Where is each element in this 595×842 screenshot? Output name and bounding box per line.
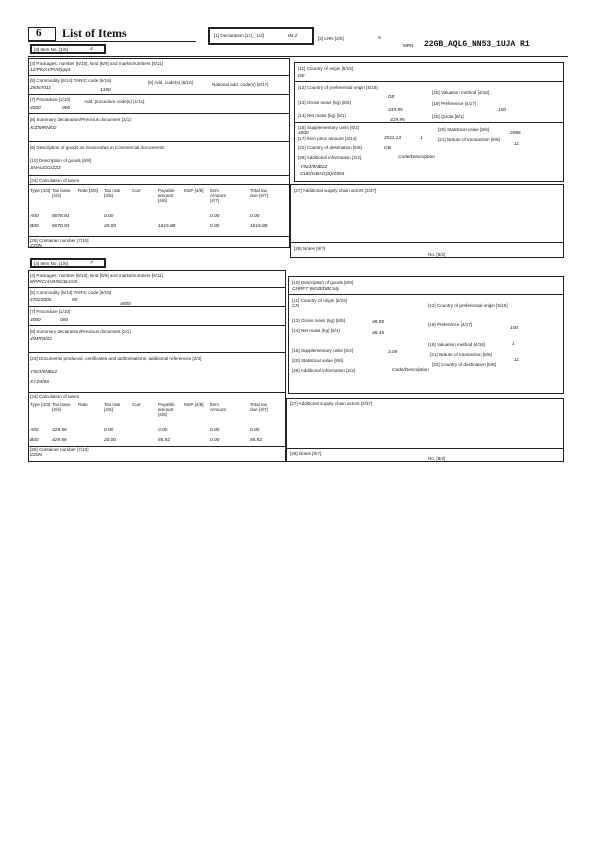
item2-docs-value2: XYZ0/9S: [30, 380, 50, 385]
item1-commodity-extra: 1350: [100, 88, 111, 93]
item1-pref-value: DE: [388, 95, 395, 100]
item1-notes-value: No. [8/2]: [428, 252, 446, 257]
item2-addl-info-value: Code/Description: [392, 368, 429, 373]
item2-left-panel: [28, 270, 286, 462]
item2-calc-header: Tax rate [4/5]: [104, 402, 121, 412]
item1-calc-header: Payable amount [4/6]: [158, 188, 175, 203]
item2-container-label: [25] Container number [7/10]: [30, 447, 89, 452]
item1-commodity-label: [5] Commodity [6/14] TARIC code [6/15]: [30, 78, 112, 83]
item2-procedure-value: 4000: [30, 318, 41, 323]
item2-calc-cell: 0.00: [250, 428, 260, 433]
item1-addl-codes-label: [6] Add. code(s) [6/16]: [148, 80, 193, 85]
item2-country-origin-value: CN: [292, 304, 299, 309]
page-number-box: [28, 27, 56, 41]
item1-procedure-value: 4000: [30, 106, 41, 111]
item1-calc-cell: 8078.93: [52, 224, 70, 229]
item2-addl-supply-label: [27] Additional supply chain actors [3/37]: [290, 401, 373, 406]
item-no-value-2: 7: [90, 261, 93, 266]
lrn-value: 5: [378, 36, 381, 41]
item1-country-dest-label: [22] Country of destination [5/8]: [298, 145, 362, 150]
divider: [288, 294, 564, 295]
item1-calc-header: Type [4/3]: [30, 188, 51, 193]
item2-packages-label: [4] Packages: number [6/10], kind [6/9] and marks/numbers [6/11]: [30, 273, 163, 278]
divider: [28, 287, 286, 288]
item2-calc-cell: A00: [30, 428, 39, 433]
item2-commodity-extra: 90: [72, 298, 78, 303]
item2-vat-label: [21] Nature of transaction [8/5]: [430, 352, 492, 357]
item2-preference-label: [19] Preference [4/17]: [428, 322, 473, 327]
item1-addl-info-value: Code/Description: [398, 155, 435, 160]
item-no-value-1: 4: [90, 47, 93, 52]
item1-calc-cell: B00: [30, 224, 39, 229]
item2-calc-label: [24] Calculation of taxes: [30, 394, 80, 399]
item1-invoice-label: [9] Description of goods as invoiced/as in Commercial documents/: [30, 145, 165, 150]
item1-supply-panel: [290, 184, 564, 258]
item2-summary-value: Z/MRN/02: [30, 337, 52, 342]
divider: [28, 392, 286, 393]
item2-calc-cell: 0.00: [158, 428, 168, 433]
item1-calc-header: Total tax due [4/7]: [250, 188, 268, 198]
item2-calc-header: Type [4/3]: [30, 402, 51, 407]
item2-commodity-value: 67023000: [30, 298, 52, 303]
item1-calc-header: Rate [4/5]: [78, 188, 98, 193]
item1-addl-procedure-label: Add. procedure code(s) [1/11]: [84, 99, 145, 104]
declaration-label: [1] Declaration [1/1_ 1/2]: [214, 33, 265, 38]
item1-invoice-amount-value: 2011.13: [384, 136, 401, 141]
item1-pref-label: [12] Country of preferential origin [5/16]: [298, 85, 378, 90]
divider: [28, 184, 290, 185]
item1-addl-supply-label: [27] Additional supply chain actors [3/37]: [294, 188, 377, 193]
item2-pref-label: [12] Country of preferential origin [5/16]: [428, 303, 508, 308]
item1-country-origin-value: DE: [298, 74, 305, 79]
item1-commodity-value: 25067011: [30, 86, 51, 91]
item1-country-dest-value: GB: [384, 146, 391, 151]
item1-calc-cell: 0.00: [104, 214, 114, 219]
item2-calc-cell: B00: [30, 438, 39, 443]
item1-supp-units-value: 4000: [298, 131, 309, 136]
item2-valuation-value: 1: [512, 342, 515, 347]
item1-calc-header: MoP [4/8]: [184, 188, 204, 193]
item1-valuation-value: 1: [420, 136, 423, 141]
item1-net-label: [14] Net mass (kg) [6/1]: [298, 113, 346, 118]
item2-commodity-extra2: 4000: [120, 302, 131, 307]
divider: [28, 325, 286, 326]
item2-summary-label: [8] Summary declaration/Previous document [2/1]: [30, 329, 131, 334]
item2-docs-value: Y923/9NB22: [30, 370, 58, 375]
item1-procedure-value2: 000: [62, 106, 71, 111]
item2-gross-label: [13] Gross mass (kg) [6/5]: [292, 318, 345, 323]
divider: [28, 141, 290, 142]
item2-calc-cell: 429.58: [52, 428, 67, 433]
item1-calc-header: Tax rate [4/5]: [104, 188, 121, 198]
item2-preference-value: 100: [510, 326, 519, 331]
item2-stat-value-label: [20] Statistical value [8/6]: [292, 358, 344, 363]
item2-procedure-value2: 000: [60, 318, 69, 323]
item2-procedure-label: [7] Procedure [1/10]: [30, 309, 71, 314]
item2-calc-header: Tax base [4/4]: [52, 402, 71, 412]
item1-calc-cell: 1615.88: [158, 224, 176, 229]
divider: [28, 175, 290, 176]
item1-gross-value: 439.95: [388, 108, 403, 113]
divider: [28, 352, 286, 353]
item1-description-value: SNAUGG/ZZZ: [30, 166, 61, 171]
item2-packages-value: 8/PP/CHARINGBAGS: [30, 280, 78, 285]
item2-commodity-label: [5] Commodity [6/14] TARIC code [6/15]: [30, 290, 112, 295]
item1-packages-value: 12/PK/AVPVd/pppt: [30, 68, 71, 73]
item2-calc-cell: 0.00: [210, 428, 220, 433]
item1-calc-cell: 1615.88: [250, 224, 268, 229]
item1-summary-label: [8] Summary declaration/Previous document [2/1]: [30, 117, 131, 122]
item2-notes-value: No. [8/2]: [428, 456, 446, 461]
item2-supply-panel: [286, 398, 564, 462]
item2-calc-header: Rate: [78, 402, 88, 407]
item2-addl-info-label: [26] Additional information [2/2]: [292, 368, 356, 373]
item2-calc-cell: 0.00: [104, 428, 114, 433]
divider: [294, 122, 564, 123]
item2-calc-cell: 429.58: [52, 438, 67, 443]
item2-calc-cell: 85.92: [250, 438, 263, 443]
item2-calc-header: Curr: [132, 402, 141, 407]
item2-description-value: CHRFT INGB/DBCoty: [292, 287, 340, 292]
item1-stat-value-label: [20] Statistical value [8/6]: [438, 127, 490, 132]
item2-calc-header: Total tax due [4/7]: [250, 402, 268, 412]
item2-notes-label: [28] Notes [8/?]: [290, 451, 322, 456]
mrn-label: MRN: [403, 43, 414, 48]
divider: [28, 75, 290, 76]
item1-procedure-label: [7] Procedure [1/10]: [30, 97, 71, 102]
item1-notes-label: [28] Notes [8/?]: [294, 246, 326, 251]
header-rule: [28, 56, 568, 57]
item2-container-value: ZZ0N: [30, 453, 42, 458]
item1-summary-value: X/Z/MRN/02: [30, 126, 57, 131]
item2-docs-label: [23] Documents produced, certificates and authorisations, additional references [2/3]: [30, 356, 202, 361]
divider: [28, 113, 290, 114]
item1-docs-value2: CUD/GBAG(S)/Z593: [300, 172, 345, 177]
item2-calc-cell: 0.00: [210, 438, 220, 443]
item2-supp-units-label: [16] Supplementary units [6/2]: [292, 348, 354, 353]
item1-calc-label: [24] Calculation of taxes: [30, 178, 80, 183]
item1-gross-label: [13] Gross mass (kg) [6/5]: [298, 100, 351, 105]
item2-country-dest-label: [22] Country of destination [5/8]: [432, 362, 496, 367]
item2-calc-cell: 85.92: [158, 438, 171, 443]
item1-stat-value-value: 2086: [510, 131, 521, 136]
divider: [28, 306, 286, 307]
title-underline: [28, 41, 196, 42]
item1-supp-units-label: [16] Supplementary units [6/2]: [298, 125, 360, 130]
item1-net-value: 429.95: [390, 118, 405, 123]
divider: [290, 242, 564, 243]
item2-calc-header: Payable amount [4/6]: [158, 402, 175, 417]
item1-natl-addl-label: National add. code(s) [6/17]: [212, 82, 269, 87]
divider: [28, 94, 290, 95]
item2-description-label: [10] Description of goods [6/8]: [292, 280, 354, 285]
item2-vat-value: 11: [514, 358, 519, 363]
item1-calc-cell: 0.00: [250, 214, 260, 219]
declaration-value: IM Z: [288, 34, 298, 39]
divider: [286, 448, 564, 449]
item1-preference-value: 100: [498, 108, 507, 113]
divider: [294, 81, 564, 82]
item1-calc-cell: 20.00: [104, 224, 117, 229]
item1-calc-cell: 0.00: [210, 224, 220, 229]
mrn-value: 22GB_AQLG_NN53_1UJA R1: [424, 40, 530, 49]
item2-net-value: 48.45: [372, 331, 385, 336]
item1-container-value: ZZ0N: [30, 244, 42, 249]
item1-vat-label: [21] Nature of transaction [8/5]: [438, 137, 500, 142]
item1-calc-cell: 0.00: [210, 214, 220, 219]
item2-gross-value: 48.95: [372, 320, 385, 325]
item1-calc-cell: A00: [30, 214, 39, 219]
item1-container-label: [25] Container number [7/10]: [30, 238, 89, 243]
lrn-label: [2] LRN [2/5]: [318, 36, 344, 41]
item1-calc-header: Item Amount [4/7]: [210, 188, 226, 203]
item2-calc-header: MoP [4/8]: [184, 402, 204, 407]
item2-calc-cell: 20.00: [104, 438, 117, 443]
item1-docs-value: Y923/9NB22: [300, 165, 328, 170]
item1-invoice-amount-label: [17] Item price amount [4/14]: [298, 136, 357, 141]
page-title: List of Items: [62, 26, 127, 40]
item1-quota-label: [15] Quota [8/1]: [432, 114, 464, 119]
item1-calc-header: Tax base [4/4]: [52, 188, 71, 198]
item1-preference-label: [19] Preference [4/17]: [432, 101, 477, 106]
item1-valuation-label: [18] Valuation method [4/16]: [432, 90, 490, 95]
item1-country-origin-label: [11] Country of origin [5/15]: [298, 66, 354, 71]
item1-calc-cell: 8078.93: [52, 214, 70, 219]
item2-supp-units-value: 3.05: [388, 350, 398, 355]
page-number: 6: [36, 27, 42, 39]
item1-addl-info-label: [26] Additional information [2/2]: [298, 155, 362, 160]
item1-calc-header: Curr: [132, 188, 141, 193]
item1-packages-label: [4] Packages: number [6/10], kind [6/9] and marks/numbers [6/11]: [30, 61, 163, 66]
item2-valuation-label: [18] Valuation method [4/16]: [428, 342, 486, 347]
item-no-label-1: [3] Item No. [1/6]: [34, 47, 68, 52]
item-no-label-2: [3] Item No. [1/6]: [34, 261, 68, 266]
item2-net-label: [14] Net mass (kg) [6/1]: [292, 328, 340, 333]
divider: [28, 236, 290, 237]
item1-description-label: [10] Description of goods [6/8]: [30, 158, 92, 163]
item2-calc-header: Item Amount: [210, 402, 226, 412]
item2-country-origin-label: [11] Country of origin [5/15]: [292, 298, 348, 303]
item1-vat-value: 11: [514, 142, 519, 147]
